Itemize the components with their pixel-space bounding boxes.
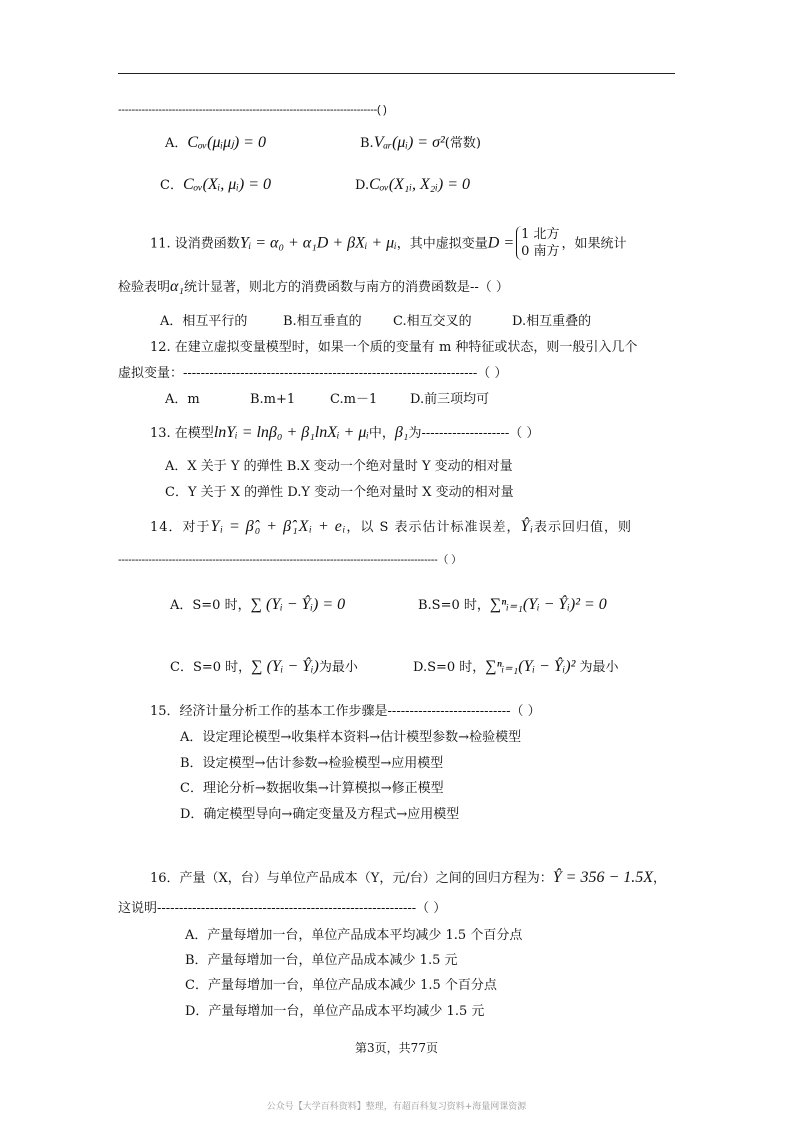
formula: Cₒᵥ(X₁ᵢ, X₂ᵢ) = 0 bbox=[369, 176, 470, 193]
text: 中， bbox=[368, 426, 395, 441]
text: ，其中虚拟变量 bbox=[396, 236, 488, 252]
q15-option-b: B．设定模型→估计参数→检验模型→应用模型 bbox=[180, 756, 444, 771]
case: 1 北方 bbox=[521, 227, 560, 242]
q16-option-c: C．产量每增加一台，单位产品成本减少 1.5 个百分点 bbox=[185, 978, 497, 993]
formula: β₁ bbox=[394, 424, 409, 441]
q14-stem bbox=[150, 518, 632, 537]
q10-option-c bbox=[160, 176, 271, 195]
q10-option-a bbox=[165, 134, 266, 153]
text: ，以 S 表示估计标准误差， bbox=[346, 520, 521, 535]
text: 为最小 bbox=[579, 660, 619, 675]
q16-stem-line2: 这说明-----------------------------------------------------------（ ） bbox=[118, 901, 447, 916]
q10-option-d bbox=[355, 176, 470, 195]
q11-option-c: C.相互交叉的 bbox=[393, 314, 472, 329]
formula: ∑ⁿᵢ₌₁(Yᵢ − Ŷᵢ)² bbox=[485, 658, 576, 675]
q15-option-c: C．理论分析→数据收集→计算模拟→修正模型 bbox=[180, 781, 444, 796]
formula: Vₐᵣ(μᵢ) = σ² bbox=[373, 134, 445, 151]
text: 检验表明 bbox=[118, 280, 171, 295]
text: 统计显著，则北方的消费函数与南方的消费函数是--（ ） bbox=[183, 280, 509, 295]
formula: ∑ⁿᵢ₌₁(Yᵢ − Ŷᵢ)² = 0 bbox=[489, 596, 607, 613]
q11-option-d: D.相互重叠的 bbox=[512, 314, 592, 329]
formula: Yᵢ = α₀ + α₁D + βXᵢ + μᵢ bbox=[239, 234, 397, 252]
formula: Ŷ = 356 − 1.5X bbox=[552, 869, 654, 886]
q12-stem: 12. 在建立虚拟变量模型时，如果一个质的变量有 m 种特征或状态，则一般引入几个 bbox=[150, 340, 638, 355]
q12-option-d: D.前三项均可 bbox=[410, 392, 490, 407]
q12-option-b: B.m+1 bbox=[250, 392, 296, 407]
text: 为--------------------（ ） bbox=[408, 426, 540, 441]
q15-option-d: D．确定模型导向→确定变量及方程式→应用模型 bbox=[180, 807, 460, 822]
text: 13. 在模型 bbox=[150, 426, 214, 441]
q14-option-d bbox=[413, 658, 619, 677]
text: 表示回归值，则 bbox=[533, 520, 632, 535]
formula: Cₒᵥ(Xᵢ, μᵢ) = 0 bbox=[182, 176, 271, 193]
text: 11. 设消费函数 bbox=[150, 236, 240, 252]
note: (常数) bbox=[444, 136, 481, 151]
q11-stem-line2 bbox=[118, 278, 509, 297]
q10-answer-blank: -----------------------------------------------------------------------------( ) bbox=[118, 104, 387, 116]
q11-option-b: B.相互垂直的 bbox=[283, 314, 362, 329]
formula: ∑ (Yᵢ − Ŷᵢ) bbox=[251, 658, 319, 675]
formula: Cₒᵥ(μᵢμⱼ) = 0 bbox=[187, 134, 266, 151]
q16-option-b: B．产量每增加一台，单位产品成本减少 1.5 元 bbox=[185, 953, 458, 968]
text: 16．产量（X，台）与单位产品成本（Y，元/台）之间的回归方程为： bbox=[150, 871, 553, 886]
option-label: B.S=0 时， bbox=[418, 598, 490, 613]
option-label: D. bbox=[355, 178, 370, 193]
formula: ∑ (Yᵢ − Ŷᵢ) = 0 bbox=[250, 596, 346, 613]
q15-stem: 15．经济计量分析工作的基本工作步骤是----------------------------（ ） bbox=[150, 704, 541, 719]
q12-option-c: C.m－1 bbox=[330, 392, 378, 407]
option-label: A． bbox=[165, 136, 188, 151]
text: ， bbox=[653, 871, 667, 886]
text: 为最小 bbox=[318, 660, 358, 675]
q16-option-d: D．产量每增加一台，单位产品成本平均减少 1.5 元 bbox=[185, 1004, 485, 1019]
formula: Ŷᵢ bbox=[520, 518, 534, 535]
q14-answer-blank: -----------------------------------------------------------------------------------------------（ ） bbox=[118, 554, 462, 566]
q10-option-b bbox=[360, 134, 481, 153]
q13-stem bbox=[150, 424, 539, 443]
option-label: C．S=0 时， bbox=[170, 660, 252, 675]
formula: Yᵢ = β̂₀ + β̂₁Xᵢ + eᵢ bbox=[210, 518, 347, 535]
text: 14．对于 bbox=[150, 520, 211, 535]
case: 0 南方 bbox=[521, 244, 560, 259]
q11-option-a: A．相互平行的 bbox=[160, 314, 248, 329]
option-label: D.S=0 时， bbox=[413, 660, 486, 675]
q13-options-ab: A．X 关于 Y 的弹性 B.X 变动一个绝对量时 Y 变动的相对量 bbox=[165, 459, 513, 474]
q15-option-a: A．设定理论模型→收集样本资料→估计模型参数→检验模型 bbox=[180, 730, 522, 745]
formula: lnYᵢ = lnβ₀ + β₁lnXᵢ + μᵢ bbox=[213, 424, 369, 441]
q12-option-a: A．m bbox=[165, 392, 200, 407]
q16-option-a: A．产量每增加一台，单位产品成本平均减少 1.5 个百分点 bbox=[185, 928, 523, 943]
piecewise-cases bbox=[516, 226, 559, 260]
q14-option-b bbox=[418, 596, 607, 615]
formula: D = bbox=[487, 234, 515, 252]
q12-stem-line2: 虚拟变量：-------------------------------------------------------------------（ ） bbox=[118, 366, 508, 381]
page-number: 第3页，共77页 bbox=[355, 1041, 438, 1055]
text: ，如果统计 bbox=[561, 236, 627, 252]
option-label: A．S=0 时， bbox=[170, 598, 251, 613]
q14-option-c bbox=[170, 658, 358, 677]
watermark: 公众号【大学百科资料】整理，有超百科复习资料+海量网课资源 bbox=[266, 1102, 527, 1112]
option-label: B. bbox=[360, 136, 374, 151]
q11-stem bbox=[150, 227, 627, 261]
q13-options-cd: C．Y 关于 X 的弹性 D.Y 变动一个绝对量时 X 变动的相对量 bbox=[165, 485, 514, 500]
header-rule bbox=[118, 73, 675, 74]
option-label: C． bbox=[160, 178, 183, 193]
q14-option-a bbox=[170, 596, 345, 615]
q16-stem bbox=[150, 869, 666, 888]
formula: α₁ bbox=[170, 278, 184, 295]
